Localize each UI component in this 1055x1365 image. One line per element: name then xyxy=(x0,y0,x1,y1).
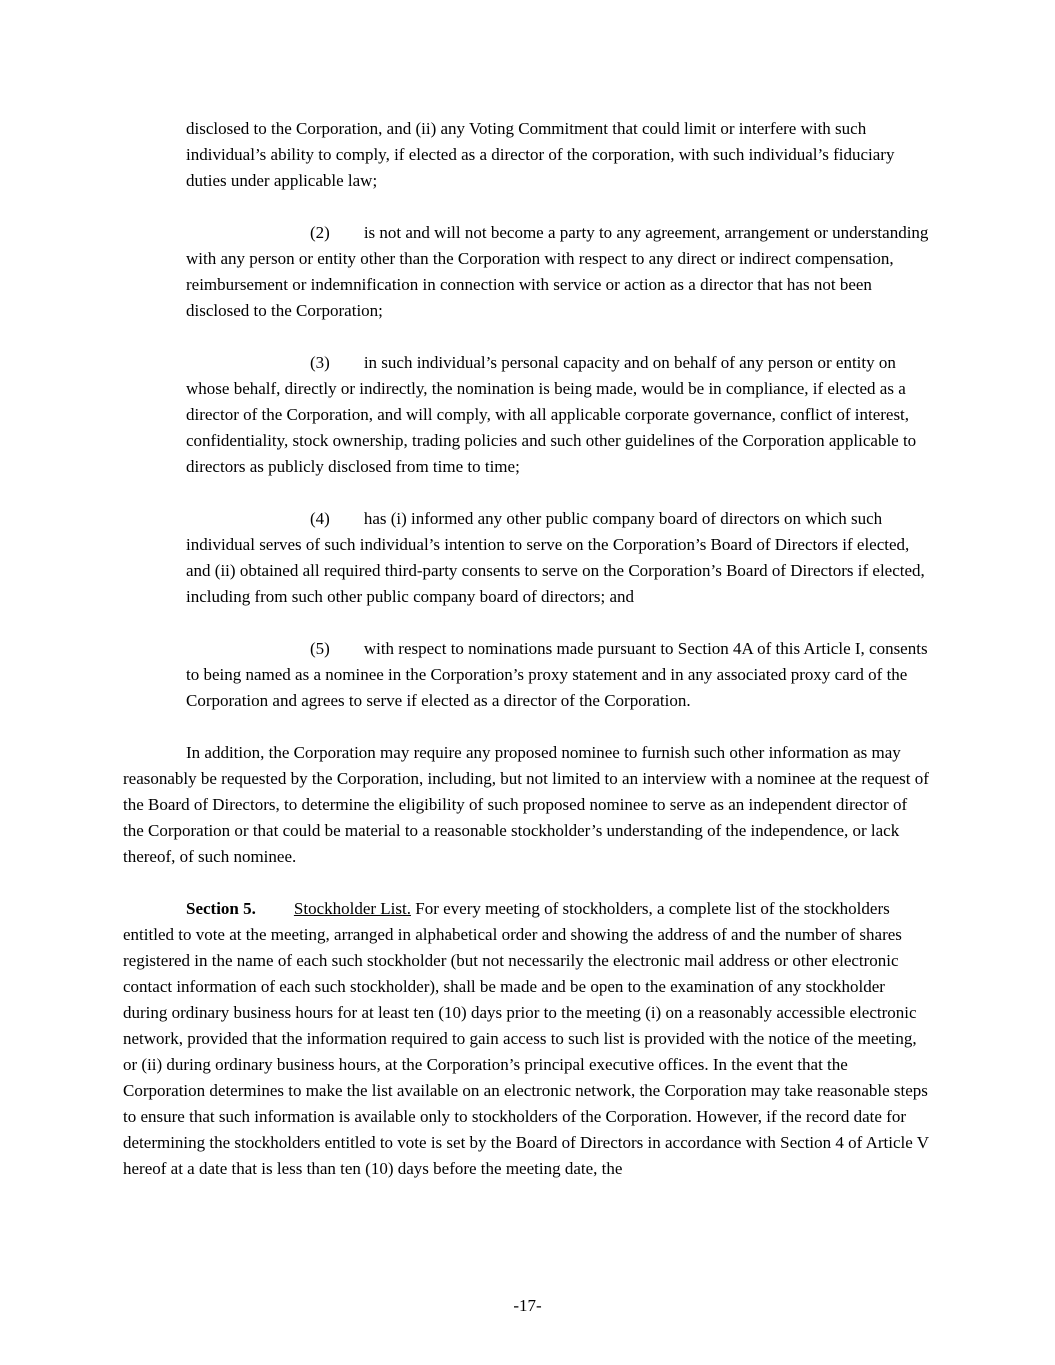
section-title: Stockholder List. xyxy=(293,899,411,918)
numbered-paragraph-3 xyxy=(186,350,932,480)
item-text: with respect to nominations made pursuant to Section 4A of this Article I, consents to being named as a nominee in the Corporation’s proxy statement and in any associated proxy card of the Corporation and agrees to serve if elected as a director of the Corporation. xyxy=(186,639,928,710)
paragraph-in-addition: In addition, the Corporation may require any proposed nominee to furnish such other information as may reasonably be requested by the Corporation, including, but not limited to an interview with a nominee at the request of the Board of Directors, to determine the eligibility of such proposed nominee to serve as an independent director of the Corporation or that could be material to a reasonable stockholder’s understanding of the independence, or lack thereof, of such nominee. xyxy=(123,743,929,866)
page-number: -17- xyxy=(513,1296,542,1315)
section-label: Section 5. xyxy=(186,899,256,918)
item-text: in such individual’s personal capacity and on behalf of any person or entity on whose behalf, directly or indirectly, the nomination is being made, would be in compliance, if elected as a director of the Corporation, and will comply, with all applicable corporate governance, conflict of interest, confidentiality, stock ownership, trading policies and such other guidelines of the Corporation applicable to directors as publicly disclosed from time to time; xyxy=(186,353,917,476)
item-text: has (i) informed any other public company board of directors on which such individual serves of such individual’s intention to serve on the Corporation’s Board of Directors if elected, and (ii) obtained all required third-party consents to serve on the Corporation’s Board of Directors if elected, including from such other public company board of directors; and xyxy=(186,509,925,606)
paragraph-continuation: disclosed to the Corporation, and (ii) any Voting Commitment that could limit or interfere with such individual’s ability to comply, if elected as a director of the corporation, with such individual’s fiduciary duties under applicable law; xyxy=(186,119,895,190)
section-body: For every meeting of stockholders, a complete list of the stockholders entitled to vote at the meeting, arranged in alphabetical order and showing the address of and the number of shares registered in the name of each such stockholder (but not necessarily the electronic mail address or other electronic contact information of each such stockholder), shall be made and be open to the examination of any stockholder during ordinary business hours for at least ten (10) days prior to the meeting (i) on a reasonably accessible electronic network, provided that the information required to gain access to such list is provided with the notice of the meeting, or (ii) during ordinary business hours, at the Corporation’s principal executive offices. In the event that the Corporation determines to make the list available on an electronic network, the Corporation may take reasonable steps to ensure that such information is available only to stockholders of the Corporation. However, if the record date for determining the stockholders entitled to vote is set by the Board of Directors in accordance with Section 4 of Article V hereof at a date that is less than ten (10) days before the meeting date, the xyxy=(123,899,929,1178)
item-number: (3) xyxy=(310,353,330,372)
numbered-paragraph-4 xyxy=(186,506,932,610)
numbered-paragraph-2 xyxy=(186,220,932,324)
numbered-paragraph-5 xyxy=(186,636,932,714)
item-number: (4) xyxy=(310,509,330,528)
paragraph-section-5 xyxy=(123,896,932,1182)
item-number: (2) xyxy=(310,223,330,242)
item-number: (5) xyxy=(310,639,330,658)
item-text: is not and will not become a party to any agreement, arrangement or understanding with any person or entity other than the Corporation with respect to any direct or indirect compensation, reimbursement or indemnification in connection with service or action as a director that has not been disclosed to the Corporation; xyxy=(186,223,929,320)
